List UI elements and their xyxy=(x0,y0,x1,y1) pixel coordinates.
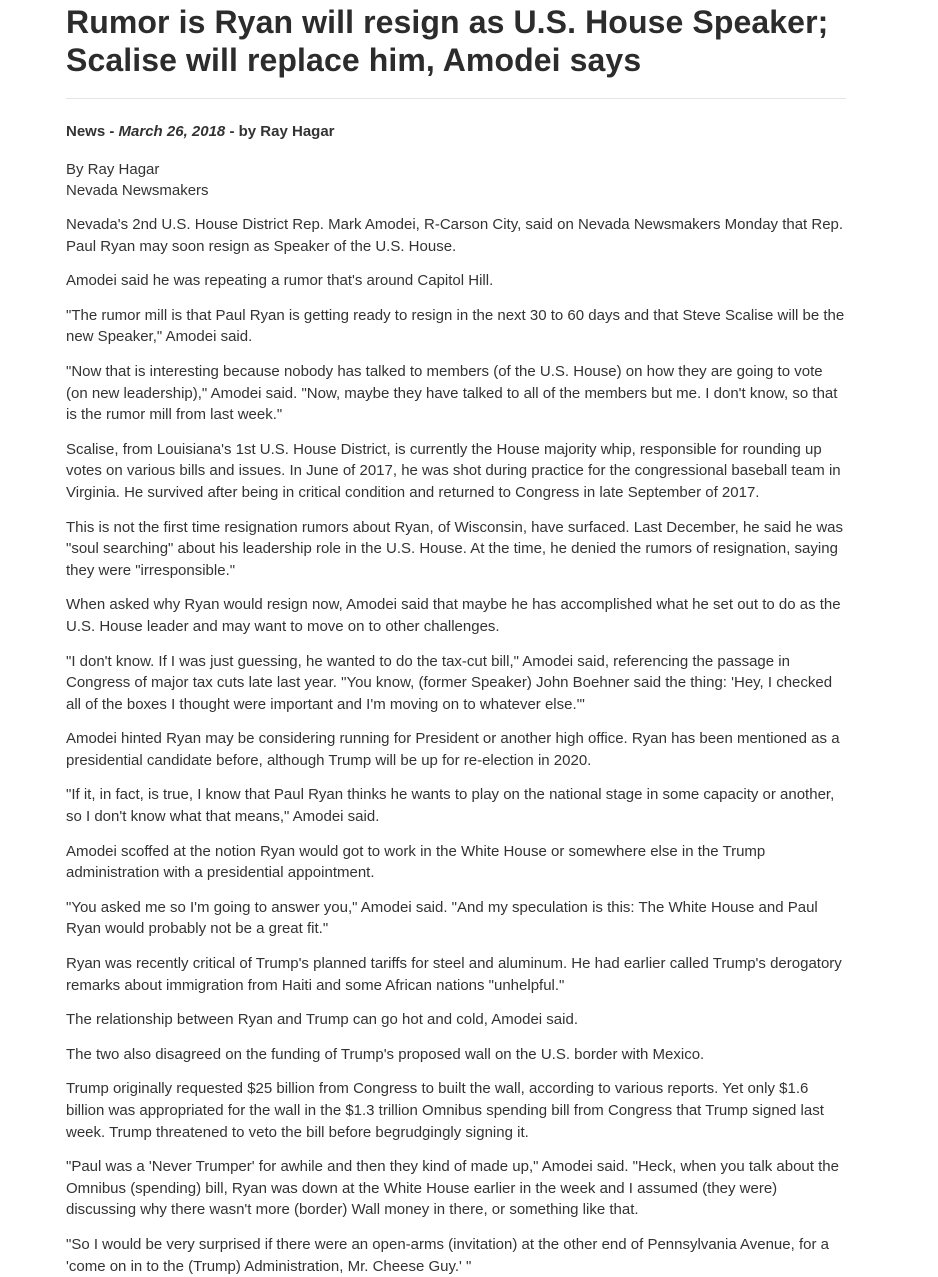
paragraph: "You asked me so I'm going to answer you," Amodei said. "And my speculation is this: The White House and Paul Ryan would probably not be a great fit." xyxy=(66,898,818,938)
paragraph: The relationship between Ryan and Trump can go hot and cold, Amodei said. xyxy=(66,1011,578,1029)
paragraph: Amodei scoffed at the notion Ryan would got to work in the White House or somewhere else in the Trump administration with a presidential appointment. xyxy=(66,842,766,882)
byline-author: By Ray Hagar xyxy=(66,161,160,178)
article-meta xyxy=(66,123,846,141)
paragraph: "Now that is interesting because nobody has talked to members (of the U.S. House) on how they are going to vote (on new leadership)," Amodei said. "Now, maybe they have talked to all of the members but me. I don't know, so that is the rumor mill from last week." xyxy=(66,362,838,424)
paragraph: This is not the first time resignation rumors about Ryan, of Wisconsin, have surfaced. Last December, he said he was "soul searching" about his leadership role in the U.S. House. At the time, he denied the rumors of resignation, saying they were "irresponsible." xyxy=(66,518,844,579)
article-author: Ray Hagar xyxy=(260,123,335,140)
paragraph: "So I would be very surprised if there were an open-arms (invitation) at the other end of Pennsylvania Avenue, for a 'come on in to the (Trump) Administration, Mr. Cheese Guy.' " xyxy=(66,1235,829,1275)
paragraph: "The rumor mill is that Paul Ryan is getting ready to resign in the next 30 to 60 days and that Steve Scalise will be the new Speaker," Amodei said. xyxy=(66,306,845,346)
paragraph: "Paul was a 'Never Trumper' for awhile and then they kind of made up," Amodei said. "Heck, when you talk about the Omnibus (spending) bill, Ryan was down at the White House earlier in the week and I assumed (they were) discussing why there wasn't more (border) Wall money in there, or something like that. xyxy=(66,1158,839,1219)
paragraph: Nevada's 2nd U.S. House District Rep. Mark Amodei, R-Carson City, said on Nevada Newsmakers Monday that Rep. Paul Ryan may soon resign as Speaker of the U.S. House. xyxy=(66,216,844,255)
article-category: News xyxy=(66,123,106,140)
meta-separator-by: - by xyxy=(225,123,261,140)
paragraph: "If it, in fact, is true, I know that Paul Ryan thinks he wants to play on the national stage in some capacity or another, so I don't know what that means," Amodei said. xyxy=(66,786,835,826)
paragraph: When asked why Ryan would resign now, Amodei said that maybe he has accomplished what he set out to do as the U.S. House leader and may want to move on to other challenges. xyxy=(66,596,841,635)
article-headline: Rumor is Ryan will resign as U.S. House Speaker; Scalise will replace him, Amodei says xyxy=(66,4,829,78)
meta-separator: - xyxy=(105,123,119,140)
paragraph: The two also disagreed on the funding of Trump's proposed wall on the U.S. border with Mexico. xyxy=(66,1045,705,1063)
byline-outlet: Nevada Newsmakers xyxy=(66,182,209,199)
paragraph: Scalise, from Louisiana's 1st U.S. House District, is currently the House majority whip, responsible for rounding up votes on various bills and issues. In June of 2017, he was shot during practice for the congressional baseball team in Virginia. He survived after being in critical condition and returned to Congress in late September of 2017. xyxy=(66,440,841,501)
author-block xyxy=(66,159,846,201)
paragraph: Amodei hinted Ryan may be considering running for President or another high office. Ryan has been mentioned as a presidential candidate before, although Trump will be up for re-election in 2020. xyxy=(66,730,840,769)
article-date: March 26, 2018 xyxy=(118,123,226,140)
article-body xyxy=(66,214,846,1277)
paragraph: Ryan was recently critical of Trump's planned tariffs for steel and aluminum. He had earlier called Trump's derogatory remarks about immigration from Haiti and some African nations "unhelpful." xyxy=(66,955,842,994)
paragraph: Amodei said he was repeating a rumor that's around Capitol Hill. xyxy=(66,272,494,290)
paragraph: Trump originally requested $25 billion from Congress to built the wall, according to various reports. Yet only $1.6 billion was appropriated for the wall in the $1.3 trillion Omnibus spending bill from Congress that Trump signed last week. Trump threatened to veto the bill before begrudgingly signing it. xyxy=(66,1080,824,1141)
paragraph: "I don't know. If I was just guessing, he wanted to do the tax-cut bill," Amodei said, referencing the passage in Congress of major tax cuts late last year. "You know, (former Speaker) John Boehner said the thing: 'Hey, I checked all of the boxes I thought were important and I'm moving on to whatever else.'" xyxy=(66,652,833,713)
headline-divider xyxy=(66,98,846,99)
